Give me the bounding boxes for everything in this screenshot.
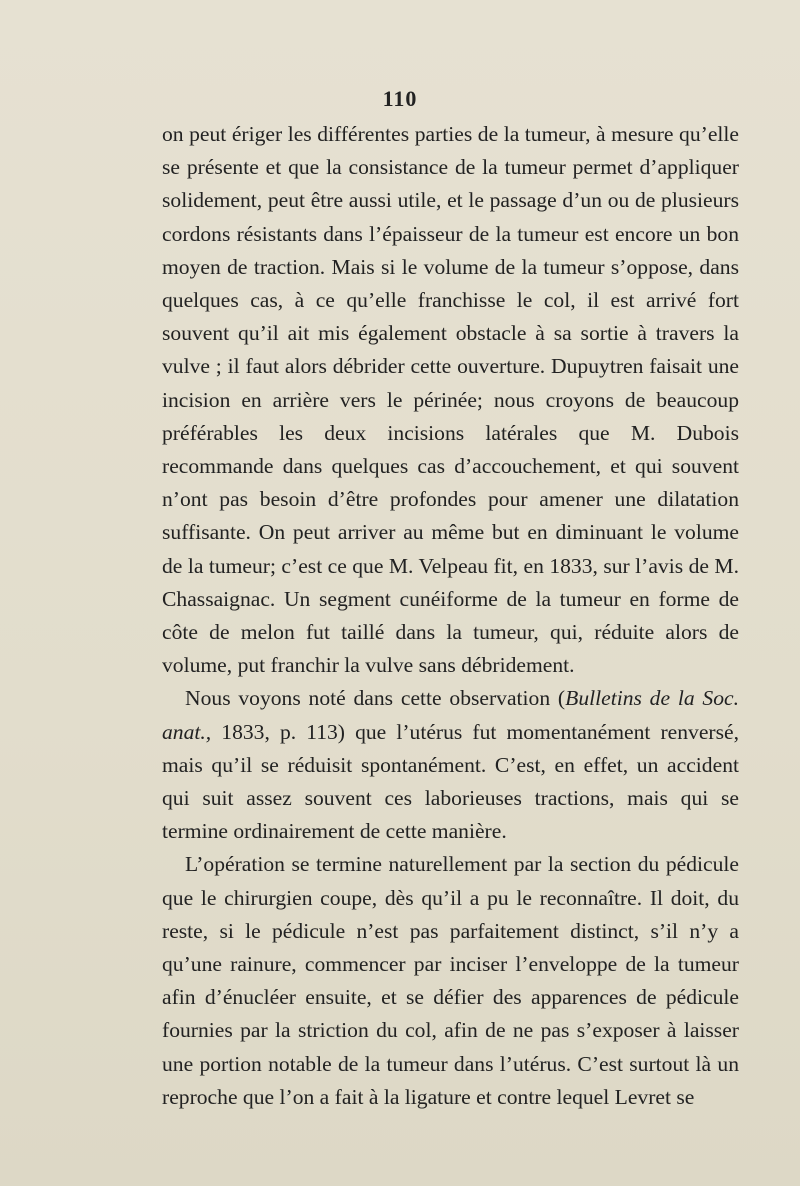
page-number: 110: [382, 86, 418, 111]
paragraph-2-text-end: 1833, p. 113) que l’utérus fut momentanément renversé, mais qu’il se réduisit spontanément. C’est, en effet, un accident qui suit assez souvent ces laborieuses tractions, mais qui se termine ordinairement de cette manière.: [162, 719, 739, 844]
paragraph-1: [162, 118, 739, 682]
paragraph-1-text: on peut ériger les différentes parties de la tumeur, à mesure qu’elle se présente et que la consistance de la tumeur permet d’appliquer solidement, peut être aussi utile, et le passage d’un ou de plusieurs cordons résistants dans l’épaisseur de la tumeur est encore un bon moyen de traction. Mais si le volume de la tumeur s’oppose, dans quelques cas, à ce qu’elle franchisse le col, il est arrivé fort souvent qu’il ait mis également obstacle à sa sortie à travers la vulve ; il faut alors débrider cette ouverture. Dupuytren faisait une incision en arrière vers le périnée; nous croyons de beaucoup préférables les deux incisions latérales que M. Dubois recommande dans quelques cas d’accouchement, et qui souvent n’ont pas besoin d’être profondes pour amener une dilatation suffisante. On peut arriver au même but en diminuant le volume de la tumeur; c’est ce que M. Velpeau fit, en 1833, sur l’avis de M. Chassaignac. Un segment cunéiforme de la tumeur en forme de côte de melon fut taillé dans la tumeur, qui, réduite alors de volume, put franchir la vulve sans débridement.: [162, 122, 739, 678]
body-text: [162, 118, 739, 1114]
paragraph-2-text-start: Nous voyons noté dans cette observation (: [185, 686, 566, 711]
paragraph-2: [162, 682, 739, 848]
paragraph-3: [162, 848, 739, 1114]
citation-title: Bulletins de la Soc. anat.,: [162, 686, 739, 744]
paragraph-3-text: L’opération se termine naturellement par la section du pédicule que le chirurgien coupe, dès qu’il a pu le reconnaître. Il doit, du reste, si le pédicule n’est pas parfaitement distinct, s’il n’y a qu’une rainure, commencer par inciser l’enveloppe de la tumeur afin d’énucléer ensuite, et se défier des apparences de pédicule fournies par la striction du col, afin de ne pas s’exposer à laisser une portion notable de la tumeur dans l’utérus. C’est surtout là un reproche que l’on a fait à la ligature et contre lequel Levret se: [162, 852, 739, 1109]
